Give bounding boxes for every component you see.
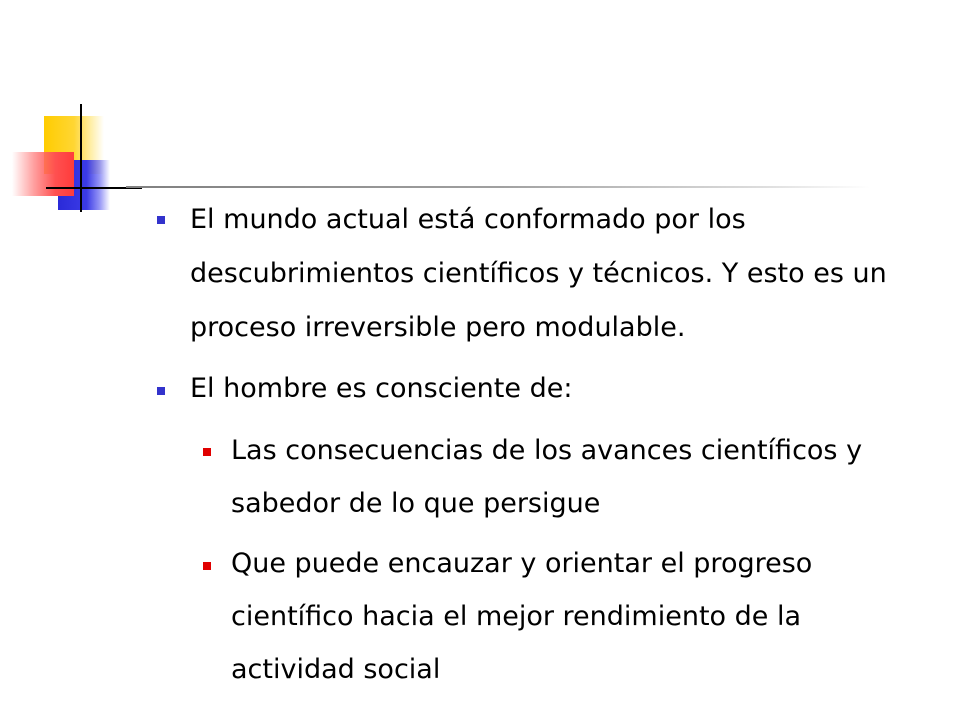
corner-decoration (0, 0, 140, 220)
bullet-text-line: actividad social (231, 654, 441, 685)
bullet-text-line: Que puede encauzar y orientar el progreso (231, 548, 813, 579)
bullet-text-line: Las consecuencias de los avances científicos y (231, 435, 863, 466)
bullet-text-line: descubrimientos científicos y técnicos. Y esto es un (190, 258, 887, 289)
bullet-text-line: El hombre es consciente de: (190, 373, 573, 404)
bullet-text-line: El mundo actual está conformado por los (190, 204, 746, 235)
bullet-level1-icon (157, 216, 165, 224)
bullet-text-line: científico hacia el mejor rendimiento de la (231, 601, 802, 632)
bullet-text-line: sabedor de lo que persigue (231, 488, 601, 519)
bullet-text-line: proceso irreversible pero modulable. (190, 312, 686, 343)
vertical-crosshair-line (80, 104, 82, 212)
bullet-level2-icon (203, 562, 211, 570)
title-divider-line (126, 186, 870, 188)
red-square-shape (12, 152, 74, 196)
bullet-level2-icon (203, 448, 211, 456)
bullet-level1-icon (157, 387, 165, 395)
